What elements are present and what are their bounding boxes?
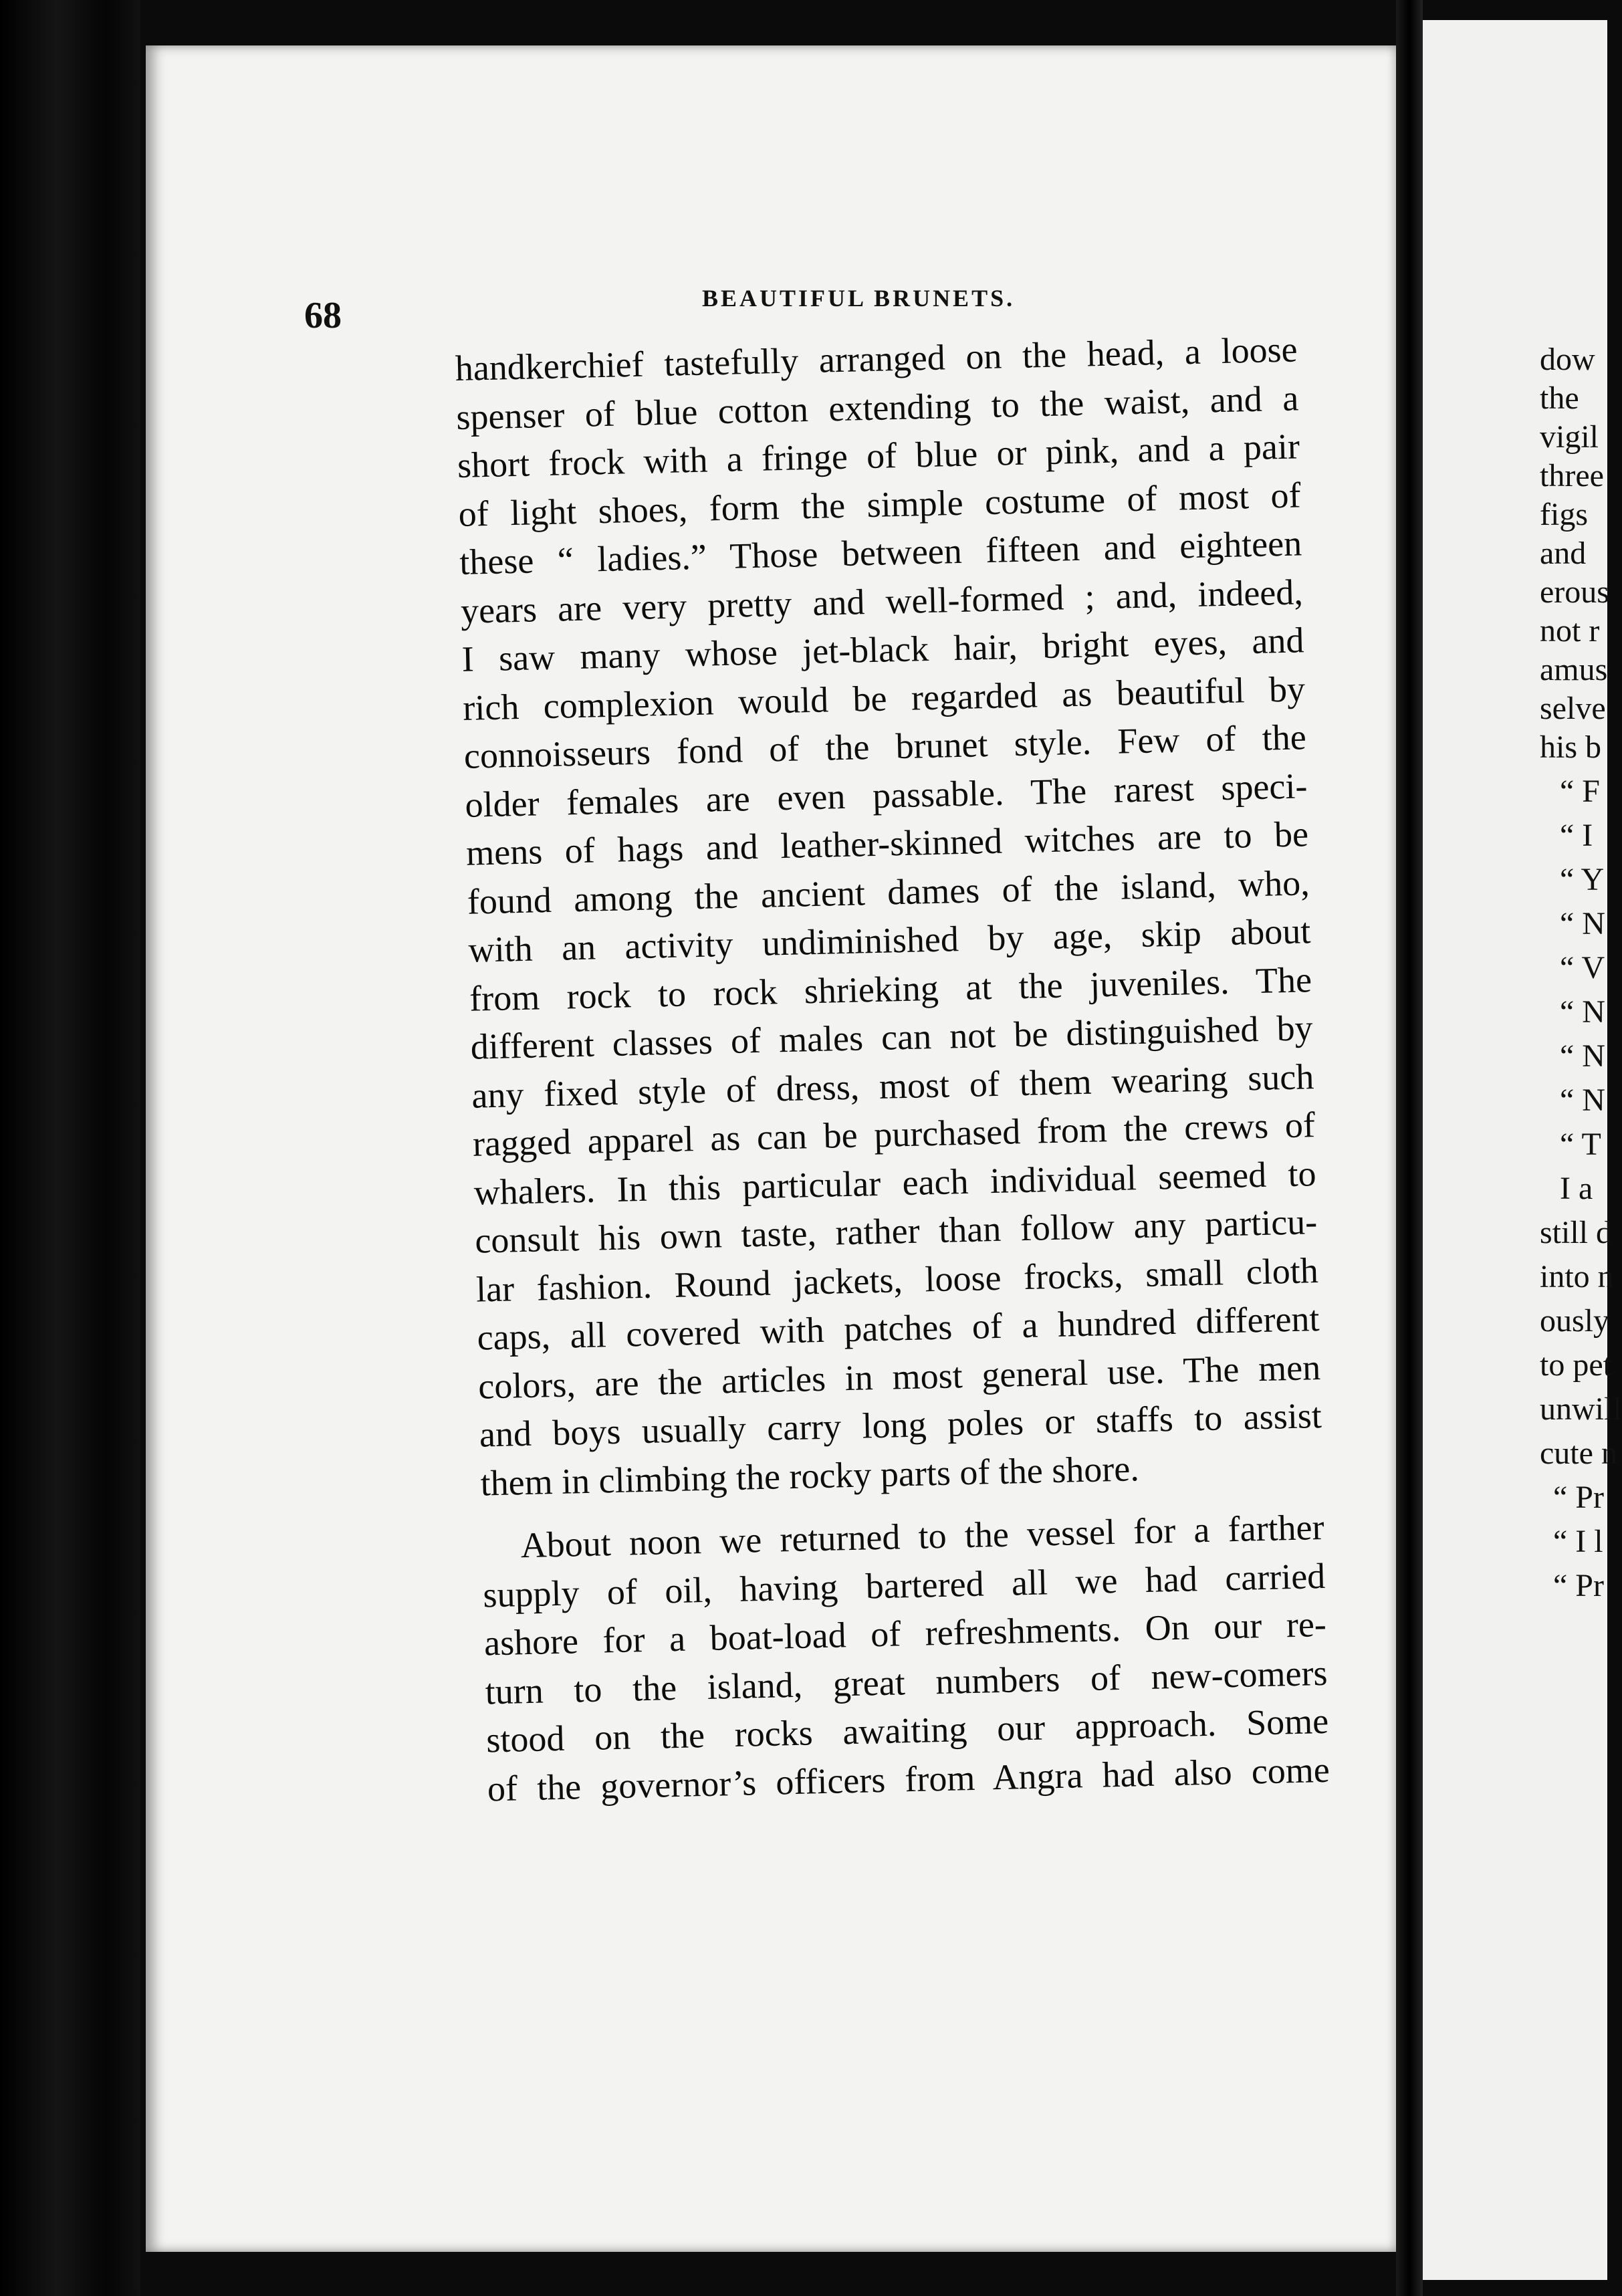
right-page-line: vigil [1540,419,1599,455]
text-line: About noon we returned to the vessel for a farther [520,1506,1325,1566]
right-page-line: cute n [1540,1436,1617,1471]
text-line: colors, are the articles in most general use. The men [477,1347,1321,1407]
text-line: of light shoes, form the simple costume of most of [458,474,1302,534]
text-line: with an activity undiminished by age, skip about [467,911,1311,970]
text-line: rich complexion would be regarded as beautiful by [462,668,1306,728]
right-page-line: figs [1540,497,1588,532]
right-page-fragment [1423,20,1622,2280]
right-page-line: still d [1540,1215,1613,1250]
text-line: any fixed style of dress, most of them wearing such [471,1056,1314,1116]
text-line: lar fashion. Round jackets, loose frocks, small cloth [475,1250,1319,1310]
text-line: mens of hags and leather-skinned witches are to be [465,814,1309,873]
right-page-line: “ Pr [1553,1480,1604,1515]
paragraph-1 [455,325,1323,1507]
right-page-line: “ N [1560,1038,1605,1074]
text-line: and boys usually carry long poles or staffs to assist [479,1395,1322,1455]
text-line: whalers. In this particular each individual seemed to [473,1153,1317,1213]
right-page-line: his b [1540,729,1602,765]
right-page-line: “ I [1560,818,1593,853]
text-line: connoisseurs fond of the brunet style. Few of the [463,717,1307,776]
right-page-line: “ N [1560,906,1605,941]
body-text [455,325,1330,1813]
right-page-line: ously [1540,1303,1610,1339]
page-number: 68 [304,295,342,336]
right-page-line: amus [1540,652,1608,687]
right-page-line: the [1540,380,1579,416]
right-page-line: selve [1540,691,1606,726]
text-line: consult his own taste, rather than follow any particu- [474,1201,1318,1261]
right-page-line: “ T [1560,1127,1601,1162]
text-line: older females are even passable. The rarest speci- [464,765,1308,825]
right-page-line: “ V [1560,950,1605,986]
text-line: I saw many whose jet-black hair, bright eyes, and [461,620,1305,679]
right-page-line: dow [1540,342,1595,377]
right-page-line: “ Y [1560,862,1605,897]
text-line: found among the ancient dames of the island, who, [467,862,1310,922]
right-page-line: into n [1540,1259,1614,1294]
right-page-line: “ N [1560,1082,1605,1118]
text-line: these “ ladies.” Those between fifteen and eighteen [459,523,1302,582]
text-line: ashore for a boat-load of refreshments. On our re- [483,1603,1327,1663]
right-page-line: “ N [1560,994,1605,1030]
text-line: handkerchief tastefully arranged on the head, a loose [455,329,1298,388]
text-line: spenser of blue cotton extending to the waist, and a [455,377,1299,437]
right-page-line: “ Pr [1553,1568,1604,1603]
right-page-line: I a [1560,1171,1593,1206]
text-line: supply of oil, having bartered all we had carried [482,1555,1326,1615]
right-page-line: unwill [1540,1391,1622,1427]
right-page-line: erous [1540,574,1609,610]
paragraph-2 [481,1503,1330,1813]
right-page-line: “ F [1560,774,1600,809]
text-line: different classes of males can not be distinguished by [470,1008,1314,1067]
text-line: of the governor’s officers from Angra had also come [487,1749,1330,1809]
right-page-line: and [1540,536,1587,571]
text-line: from rock to rock shrieking at the juveniles. The [469,959,1312,1019]
text-line: short frock with a fringe of blue or pink, and a pair [457,426,1300,485]
right-page-line: “ I l [1553,1524,1603,1559]
text-line: caps, all covered with patches of a hundred different [477,1298,1320,1358]
left-book-edge [0,0,140,2296]
running-head: BEAUTIFUL BRUNETS. [702,285,1016,312]
right-page-line: to pet [1540,1347,1612,1383]
right-page-line: three [1540,458,1604,493]
text-line: stood on the rocks awaiting our approach. Some [485,1700,1329,1760]
text-line: ragged apparel as can be purchased from the crews of [472,1105,1316,1164]
text-line: them in climbing the rocky parts of the shore. [479,1448,1140,1504]
right-page-line: not r [1540,613,1600,649]
book-gutter [1396,0,1423,2296]
text-line: years are very pretty and well-formed ; and, indeed, [460,571,1304,631]
text-line: turn to the island, great numbers of new-comers [485,1652,1328,1712]
